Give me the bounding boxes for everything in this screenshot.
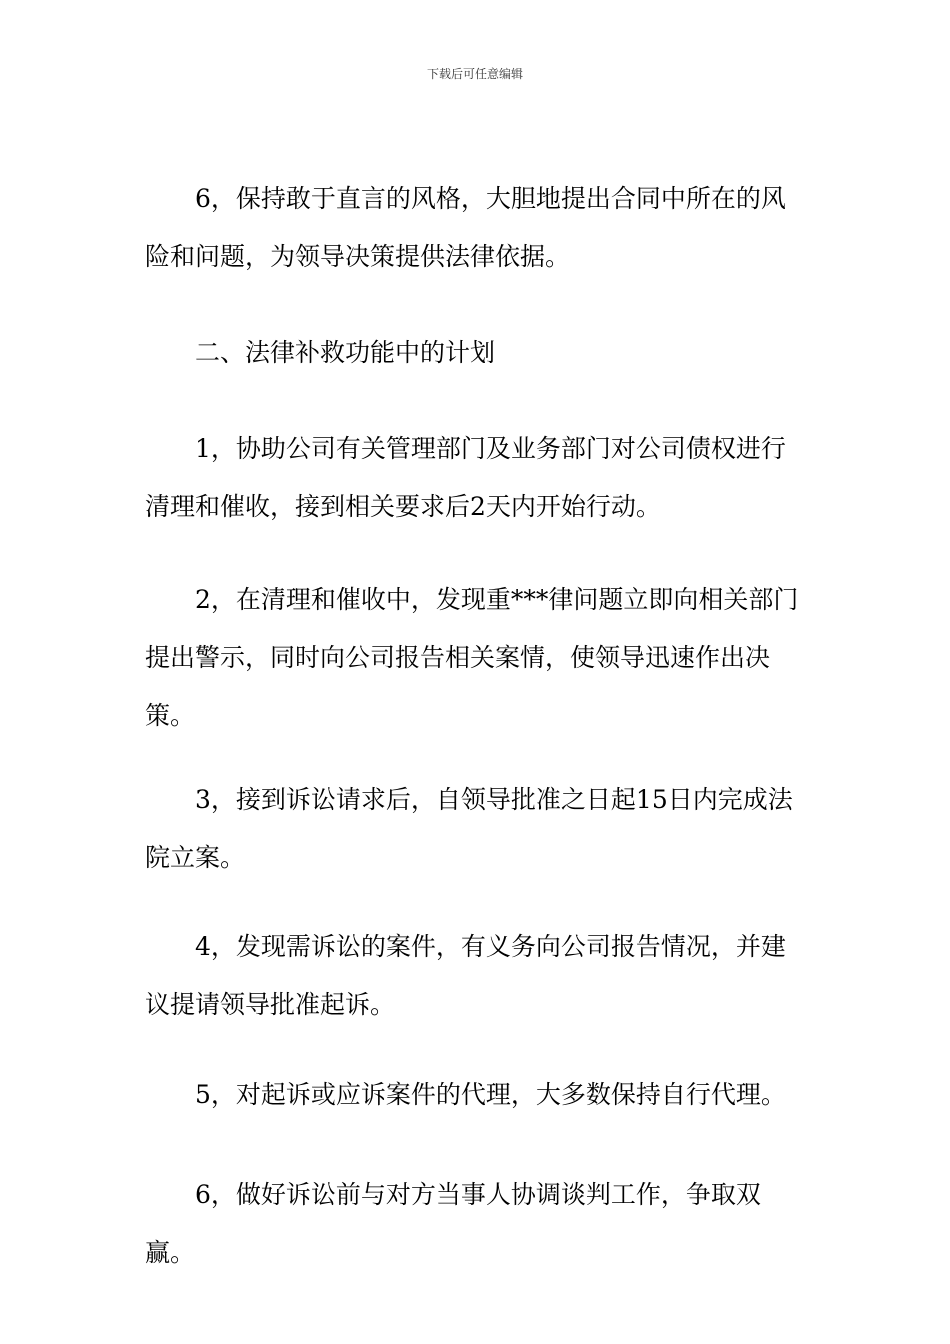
section-heading: 二、法律补救功能中的计划 (195, 338, 496, 367)
paragraph-4: 3，接到诉讼请求后，自领导批准之日起15日内完成法院立案。 (145, 785, 793, 872)
paragraph-6: 5，对起诉或应诉案件的代理，大多数保持自行代理。 (195, 1080, 786, 1109)
page-header: 下载后可任意编辑 (426, 67, 523, 81)
paragraph-1: 6，保持敢于直言的风格，大胆地提出合同中所在的风险和问题，为领导决策提供法律依据。 (145, 184, 786, 271)
paragraph-7: 6，做好诉讼前与对方当事人协调谈判工作，争取双赢。 (145, 1180, 761, 1267)
paragraph-2: 1，协助公司有关管理部门及业务部门对公司债权进行清理和催收，接到相关要求后2天内开始行动。 (145, 434, 786, 521)
paragraph-5: 4，发现需诉讼的案件，有义务向公司报告情况，并建议提请领导批准起诉。 (145, 932, 786, 1019)
paragraph-3: 2，在清理和催收中，发现重***律问题立即向相关部门提出警示，同时向公司报告相关案情，使领导迅速作出决策。 (145, 585, 799, 730)
